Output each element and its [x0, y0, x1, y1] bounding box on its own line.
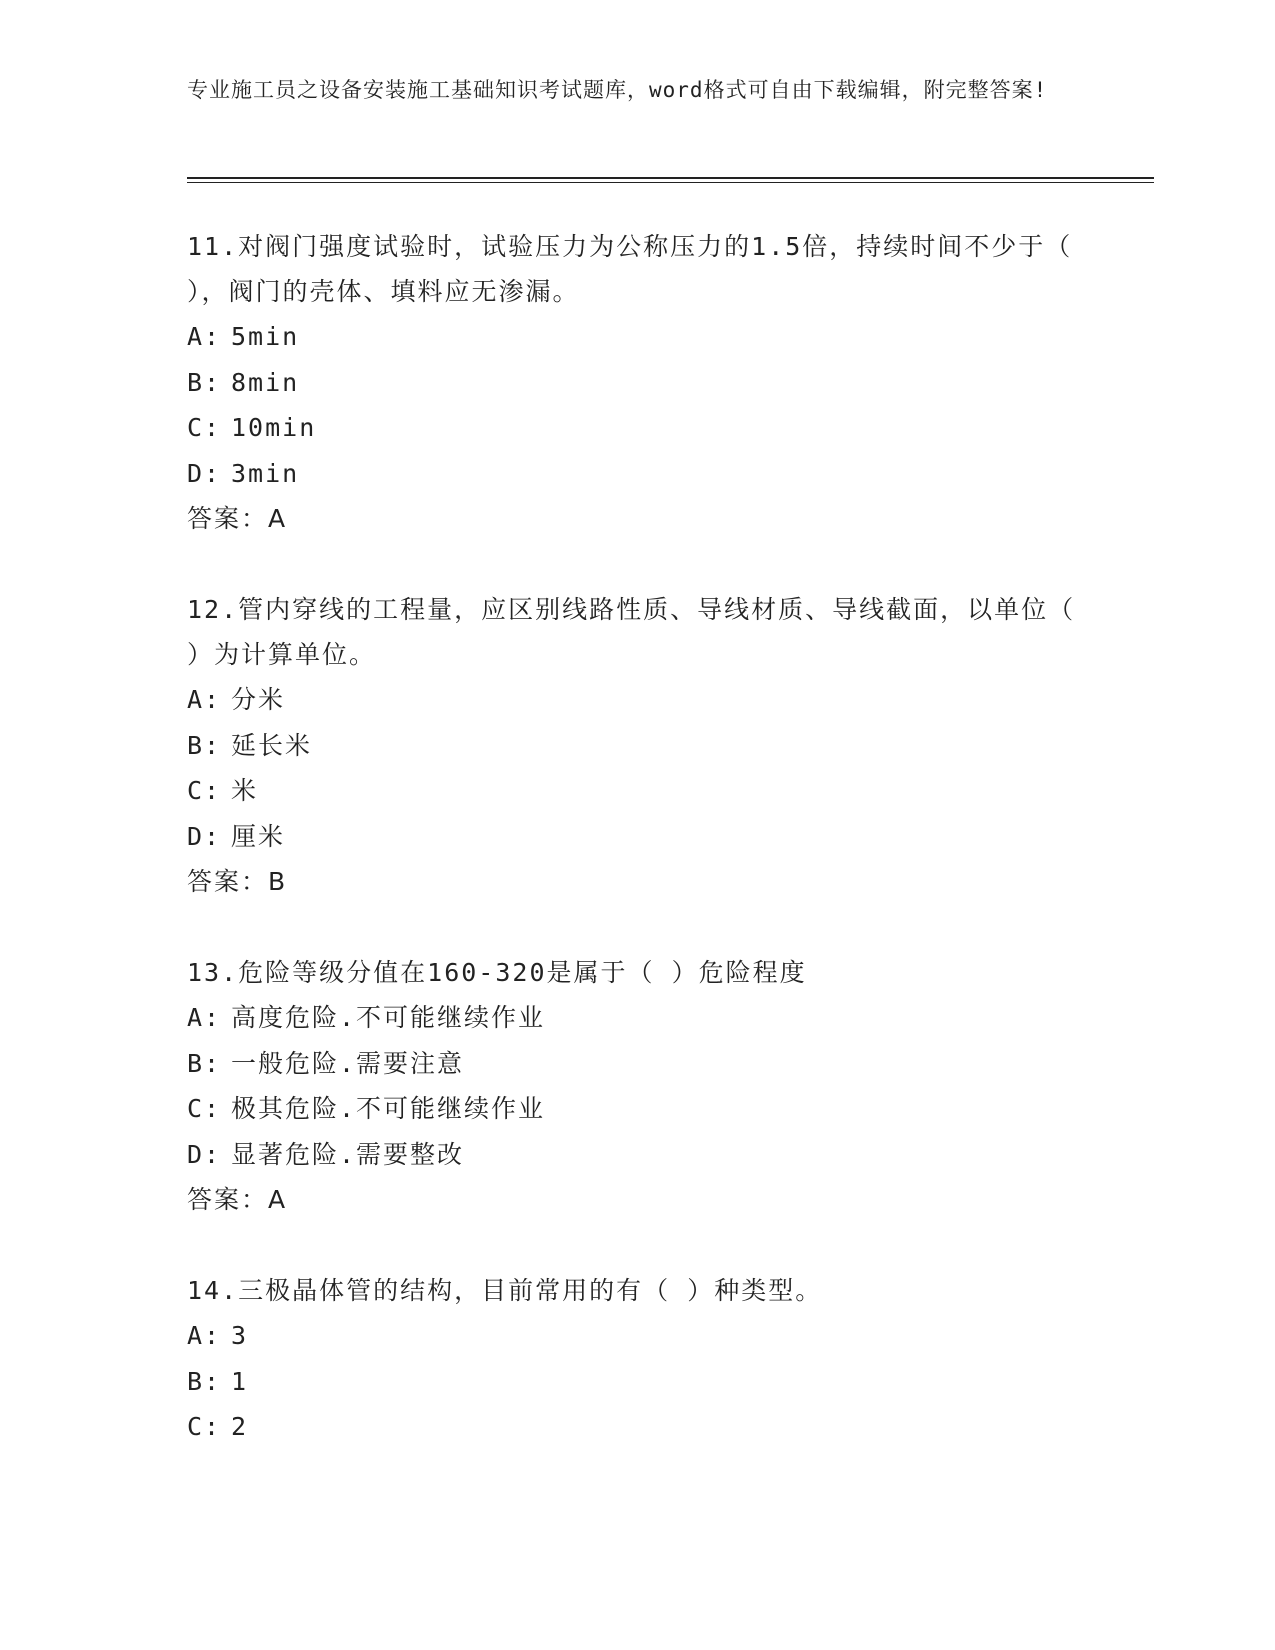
option-label: B:	[187, 367, 222, 397]
option-label: B:	[187, 1366, 222, 1396]
question-stem: 13.危险等级分值在160-320是属于（ ）危险程度	[187, 958, 807, 987]
option-label: D:	[187, 821, 222, 851]
option-b	[187, 723, 1087, 769]
option-text: 1	[231, 1366, 249, 1396]
option-text: 一般危险.需要注意	[231, 1048, 465, 1078]
option-text: 米	[231, 776, 259, 805]
option-label: A:	[187, 322, 222, 351]
question-stem: 11.对阀门强度试验时，试验压力为公称压力的1.5倍，持续时间不少于（ ），阀门的壳体、填料应无渗漏。	[187, 232, 1073, 306]
option-text: 5min	[231, 322, 300, 351]
question-12	[187, 587, 1087, 904]
option-label: B:	[187, 730, 222, 760]
question-stem: 12.管内穿线的工程量，应区别线路性质、导线材质、导线截面，以单位（ ）为计算单位。	[187, 595, 1076, 669]
option-d	[187, 1132, 1087, 1178]
option-label: B:	[187, 1048, 222, 1078]
question-11	[187, 224, 1087, 541]
answer: 答案：B	[187, 867, 288, 896]
option-text: 分米	[231, 685, 286, 714]
option-label: C:	[187, 413, 222, 442]
option-text: 高度危险.不可能继续作业	[231, 1003, 546, 1032]
option-text: 8min	[231, 367, 300, 397]
option-b	[187, 1359, 1087, 1405]
question-14	[187, 1268, 1087, 1450]
option-label: C:	[187, 1412, 222, 1441]
answer: 答案：A	[187, 1185, 288, 1214]
option-label: D:	[187, 1139, 222, 1169]
document-header: 专业施工员之设备安装施工基础知识考试题库，word格式可自由下载编辑，附完整答案!	[187, 78, 1048, 102]
option-label: A:	[187, 685, 222, 714]
option-c	[187, 405, 1087, 451]
option-text: 3	[231, 1321, 249, 1350]
option-label: C:	[187, 776, 222, 805]
option-text: 2	[231, 1412, 249, 1441]
option-a	[187, 677, 1087, 723]
option-text: 显著危险.需要整改	[231, 1139, 465, 1169]
option-a	[187, 995, 1087, 1041]
option-c	[187, 1404, 1087, 1450]
option-label: A:	[187, 1003, 222, 1032]
header-divider	[187, 177, 1154, 179]
header-divider-thin	[187, 182, 1154, 183]
option-a	[187, 1313, 1087, 1359]
option-d	[187, 451, 1087, 497]
option-text: 厘米	[231, 821, 286, 851]
option-a	[187, 314, 1087, 360]
option-label: C:	[187, 1094, 222, 1123]
option-c	[187, 768, 1087, 814]
option-c	[187, 1086, 1087, 1132]
option-b	[187, 1041, 1087, 1087]
answer: 答案：A	[187, 504, 288, 533]
option-label: D:	[187, 458, 222, 488]
question-stem: 14.三极晶体管的结构，目前常用的有（ ）种类型。	[187, 1276, 823, 1305]
option-label: A:	[187, 1321, 222, 1350]
option-text: 10min	[231, 413, 317, 442]
option-d	[187, 814, 1087, 860]
option-text: 极其危险.不可能继续作业	[231, 1094, 546, 1123]
option-text: 3min	[231, 458, 300, 488]
option-text: 延长米	[231, 730, 313, 760]
option-b	[187, 360, 1087, 406]
question-13	[187, 950, 1087, 1222]
